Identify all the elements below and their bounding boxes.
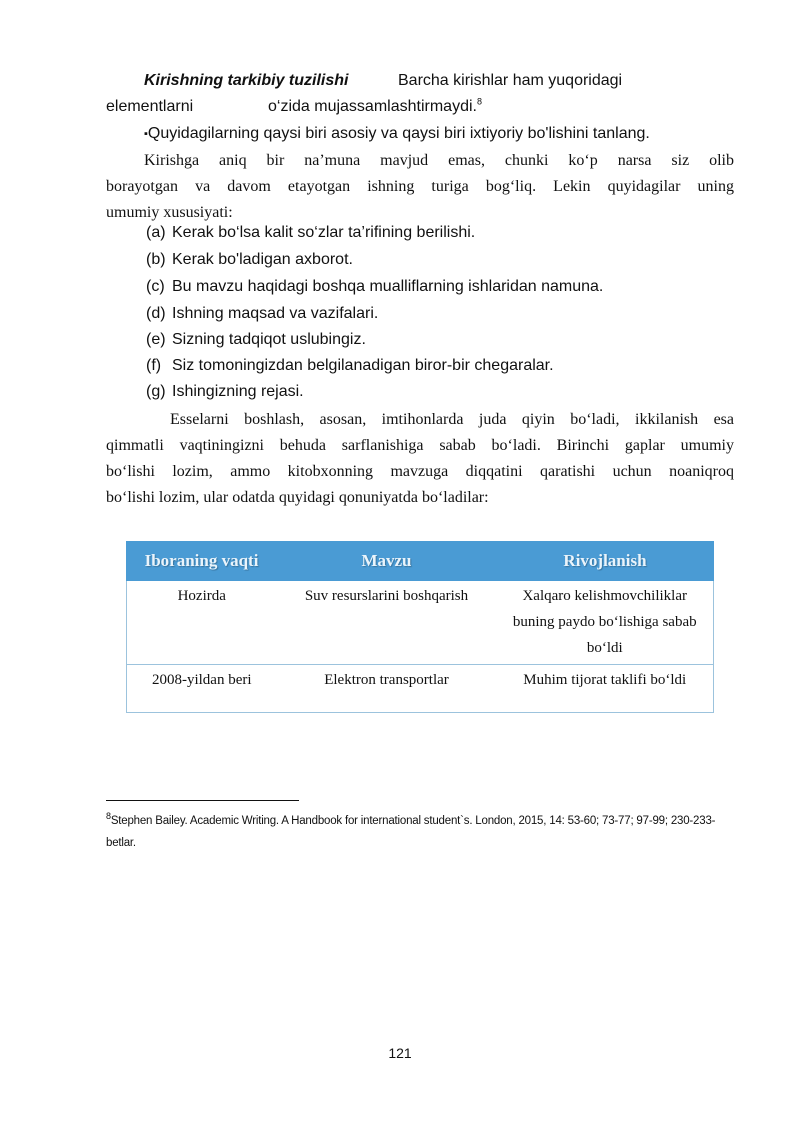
section-heading [144,68,348,94]
para2-line3: bo‘lishi lozim, ammo kitobxonning mavzuga diqqatini qaratishi uchun noaniqroq [106,463,734,480]
column-header-time: Iboraning vaqti [127,542,277,581]
footnote [106,810,736,854]
table-cell: 2008-yildan beri [151,672,252,688]
list-item: (a) Kerak bo‘lsa kalit so‘zlar ta’rifining berilishi. [146,224,476,241]
table-row [127,665,714,713]
list-item: (d) Ishning maqsad va vazifalari. [146,305,379,322]
column-header-development: Rivojlanish [497,542,714,581]
page-number: 121 [388,1045,412,1061]
table-header-row [127,542,714,581]
para1-line2: borayotgan va davom etayotgan ishning turiga bog‘liq. Lekin quyidagilar uning [106,178,734,195]
list-item: (b) Kerak bo'ladigan axborot. [146,251,353,268]
intro-line1-rest: Barcha kirishlar ham yuqoridagi [398,72,623,89]
table-row [127,581,714,665]
table-cell: Elektron transportlar [324,672,449,688]
table-cell: Suv resurslarini boshqarish [277,581,497,665]
table-cell: Muhim tijorat taklifi bo‘ldi [523,672,687,688]
footnote-text: Stephen Bailey. Academic Writing. A Handbook for international student`s. London, 2015, 14: 53-60; 73-77; 97-99; 230-233-betlar. [106,815,716,849]
footnote-reference[interactable]: 8 [476,96,482,107]
list-item: (f) Siz tomoningizdan belgilanadigan biror-bir chegaralar. [146,357,554,374]
bullet-instruction [144,121,650,147]
phrase-table [126,541,714,713]
intro-line2-b-text: o‘zida mujassamlashtirmaydi. [268,98,477,115]
bullet-icon: ▪ [144,128,148,140]
para2-line4: bo‘lishi lozim, ular odatda quyidagi qonuniyatda bo‘ladilar: [106,489,489,506]
para2-line1: Esselarni boshlash, asosan, imtihonlarda juda qiyin bo‘ladi, ikkilanish esa [170,411,734,428]
para2-line2: qimmatli vaqtiningizni behuda sarflanishiga sabab bo‘ladi. Birinchi gaplar umumiy [106,437,734,454]
list-item: (e) Sizning tadqiqot uslubingiz. [146,331,366,348]
table-cell: Xalqaro kelishmovchiliklar buning paydo bo‘lishiga sabab bo‘ldi [497,581,714,665]
footnote-divider [106,800,299,801]
bullet-text: Quyidagilarning qaysi biri asosiy va qaysi biri ixtiyoriy bo'lishini tanlang. [147,125,650,142]
intro-line2-a: elementlarni [106,98,194,115]
table-cell: Hozirda [127,581,277,665]
para1-line3: umumiy xususiyati: [106,204,233,221]
list-item: (g) Ishingizning rejasi. [146,383,304,400]
intro-line2-b [268,94,482,120]
column-header-topic: Mavzu [277,542,497,581]
footnote-number: 8 [106,811,111,822]
para1-line1: Kirishga aniq bir na’muna mavjud emas, chunki ko‘p narsa siz olib [144,152,734,169]
section-heading-text: Kirishning tarkibiy tuzilishi [144,72,349,89]
list-item: (c) Bu mavzu haqidagi boshqa mualliflarning ishlaridan namuna. [146,278,604,295]
